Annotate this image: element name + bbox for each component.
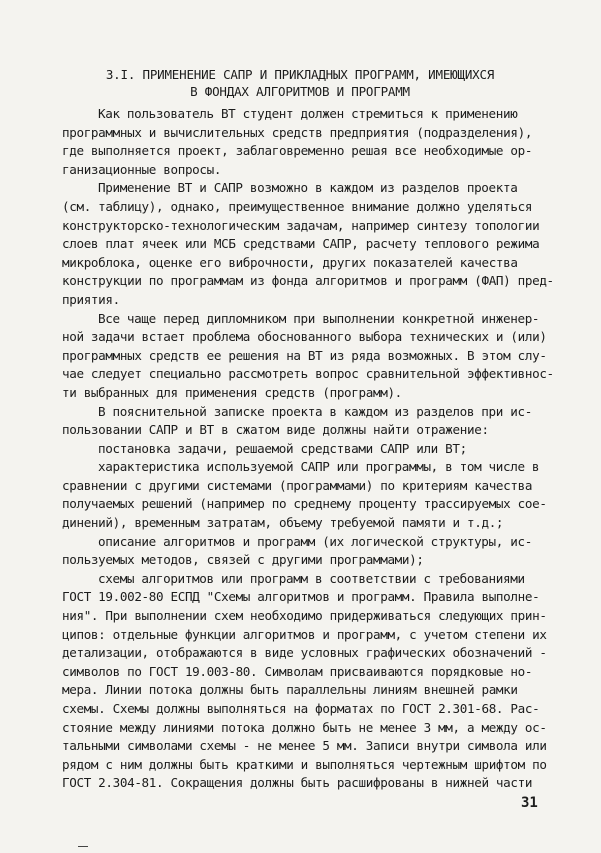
section-heading [60,66,540,100]
text-line: стояние между линиями потока должно быть не менее 3 мм, а между ос- [62,719,547,735]
text-line: постановка задачи, решаемой средствами САПР или ВТ; [98,440,467,456]
text-line: В пояснительной записке проекта в каждом из разделов при ис- [98,403,532,419]
text-line: Все чаще перед дипломником при выполнении конкретной инженер- [98,310,540,326]
scan-mark [78,846,88,847]
text-line: ГОСТ 2.304-81. Сокращения должны быть расшифрованы в нижней части [62,775,533,791]
text-line: ципов: отдельные функции алгоритмов и программ, с учетом степени их [62,626,547,642]
text-line: конструкции по программам из фонда алгоритмов и программ (ФАП) пред- [62,273,554,289]
text-line: схемы. Схемы должны выполняться на форматах по ГОСТ 2.301-68. Рас- [62,701,540,716]
text-line: рядом с ним должны быть краткими и выполняться чертежным шрифтом по [62,756,547,772]
text-line: пользовании САПР и ВТ в сжатом виде должны найти отражение: [62,422,489,438]
text-line: Применение ВТ и САПР возможно в каждом из разделов проекта [98,180,518,196]
text-line: приятия. [62,291,120,307]
text-line: динений), временным затратам, объему требуемой памяти и т.д.; [62,515,504,531]
text-line: (см. таблицу), однако, преимущественное внимание должно уделяться [62,198,533,214]
text-line: описание алгоритмов и программ (их логической структуры, ис- [98,533,532,549]
text-line: конструкторско-технологическим задачам, например синтезу топологии [62,217,540,233]
text-line: тальными символами схемы - не менее 5 мм. Записи внутри символа или [62,738,547,754]
text-line: Как пользователь ВТ студент должен стремиться к применению [98,106,518,121]
text-line: чае следует специально рассмотреть вопрос сравнительной эффективнос- [62,366,554,382]
body-text [62,105,554,793]
text-line: программных и вычислительных средств предприятия (подразделения), [62,124,533,140]
text-line: где выполняется проект, заблаговременно решая все необходимые ор- [62,143,533,159]
text-line: схемы алгоритмов или программ в соответствии с требованиями [98,570,525,586]
text-line: ГОСТ 19.002-80 ЕСПД "Схемы алгоритмов и программ. Правила выполне- [62,589,540,605]
text-line: слоев плат ячеек или МСБ средствами САПР, расчету теплового режима [62,236,540,252]
text-line: ния". При выполнении схем необходимо придерживаться следующих прин- [62,608,547,624]
text-line: сравнении с другими системами (программами) по критериям качества [62,477,533,493]
text-line: символов по ГОСТ 19.003-80. Символам присваиваются порядковые но- [62,663,533,679]
text-line: пользуемых методов, связей с другими программами); [62,552,424,568]
text-line: программных средств ее решения на ВТ из ряда возможных. В этом слу- [62,347,547,363]
heading-line-1: 3.I. ПРИМЕНЕНИЕ САПР И ПРИКЛАДНЫХ ПРОГРАММ, ИМЕЮЩИХСЯ [105,67,495,82]
page-number: 31 [521,795,538,811]
text-line: детализации, отображаются в виде условных графических обозначений - [62,645,547,661]
text-line: ти выбранных для применения средств (программ). [62,384,402,400]
heading-line-2: В ФОНДАХ АЛГОРИТМОВ И ПРОГРАММ [190,84,410,99]
text-line: получаемых решений (например по среднему проценту трассируемых сое- [62,496,547,512]
text-line: мера. Линии потока должны быть параллельны линиям внешней рамки [62,682,518,698]
text-line: ной задачи встает проблема обоснованного выбора технических и (или) [62,329,547,345]
text-line: характеристика используемой САПР или программы, в том числе в [98,459,540,475]
text-line: ганизационные вопросы. [62,161,222,177]
text-line: микроблока, оценке его виброчности, других показателей качества [62,254,518,270]
